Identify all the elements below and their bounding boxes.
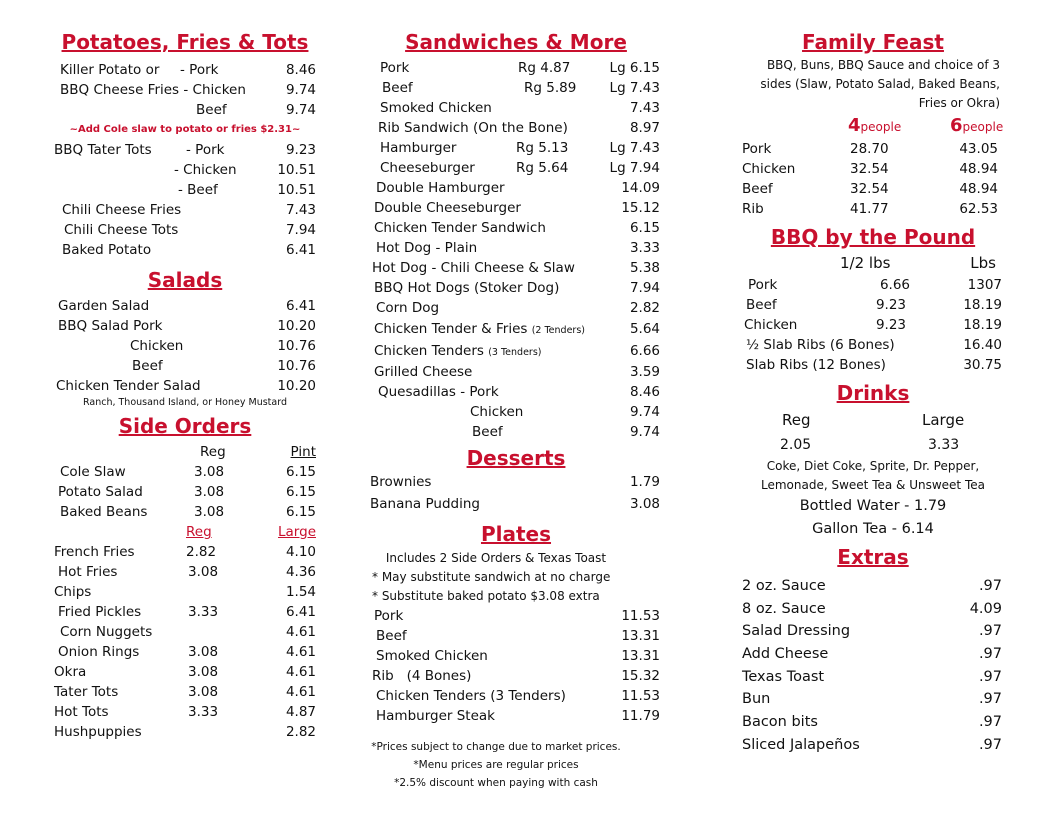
price-6: 48.94 [959, 161, 998, 177]
item-name: Garden Salad [58, 298, 150, 314]
menu-row [740, 355, 1006, 375]
menu-row [368, 706, 664, 726]
plates-title: Plates [480, 522, 552, 546]
reg-header: Reg [782, 411, 811, 429]
item-name: Potato Salad [58, 484, 143, 500]
menu-row [368, 626, 664, 646]
item-price-large: 4.61 [285, 624, 316, 640]
item-price: .97 [978, 623, 1002, 640]
menu-row [368, 666, 664, 686]
menu-row [54, 160, 316, 180]
family-desc-line: Fries or Okra) [918, 96, 1000, 110]
item-name: Chips [54, 584, 92, 600]
menu-row [54, 60, 316, 80]
menu-row [54, 582, 316, 602]
menu-row [368, 472, 664, 492]
item-price: 3.08 [629, 496, 660, 512]
item-price: 10.51 [277, 182, 316, 198]
menu-row [54, 296, 316, 316]
menu-row [368, 362, 664, 382]
menu-row [368, 118, 664, 138]
menu-row [368, 402, 664, 422]
menu-row [54, 542, 316, 562]
item-price: 14.09 [621, 180, 660, 196]
item-price-reg: 3.33 [188, 604, 219, 620]
menu-row [740, 666, 1006, 689]
desserts-title: Desserts [466, 446, 566, 470]
menu-row [740, 179, 1006, 199]
menu-row [740, 575, 1006, 598]
drinks-prices [740, 433, 1006, 457]
item-price: 9.74 [629, 404, 660, 420]
item-price: 5.64 [629, 321, 660, 337]
menu-row [368, 340, 664, 362]
item-note: (2 Tenders) [531, 325, 585, 336]
item-name: Texas Toast [742, 668, 825, 685]
menu-row [54, 462, 316, 482]
item-name: BBQ Hot Dogs (Stoker Dog) [374, 280, 560, 296]
item-variant: - Pork [180, 62, 219, 78]
menu-row [54, 316, 316, 336]
price-half: 9.23 [875, 297, 906, 313]
plates-sub-note-2: * Substitute baked potato $3.08 extra [372, 589, 600, 603]
item-name: Chicken Tenders [374, 343, 484, 359]
item-name: Double Cheeseburger [374, 200, 521, 216]
item-name: Chicken Tenders (3 Tenders) [376, 688, 566, 704]
menu-row [368, 178, 664, 198]
price-6: 48.94 [959, 181, 998, 197]
item-price: 3.59 [629, 364, 660, 380]
item-name: Sliced Jalapeños [742, 736, 860, 753]
item-name: French Fries [54, 544, 135, 560]
item-variant: - Beef [178, 182, 218, 198]
price-reg: 2.05 [780, 437, 812, 453]
item-name: Chicken Tender & Fries [374, 321, 528, 337]
footnote-regular: *Menu prices are regular prices [413, 759, 579, 771]
item-price-reg: 3.08 [194, 484, 225, 500]
menu-row [54, 662, 316, 682]
menu-row [368, 138, 664, 158]
item-name: BBQ Cheese Fries - Chicken [60, 82, 246, 98]
item-price: 8.97 [629, 120, 660, 136]
item-name: Cole Slaw [60, 464, 126, 480]
menu-row [54, 240, 316, 260]
menu-row [740, 598, 1006, 621]
item-variant: Chicken [470, 404, 524, 420]
item-name: Baked Potato [62, 242, 152, 258]
large-header: Large [922, 411, 965, 429]
menu-row [54, 722, 316, 742]
large-header: Large [278, 524, 316, 540]
menu-row [740, 711, 1006, 734]
item-price: 10.76 [277, 338, 316, 354]
item-name: Double Hamburger [376, 180, 505, 196]
sides-header [54, 522, 316, 542]
menu-row [368, 382, 664, 402]
item-variant: Beef [132, 358, 163, 374]
people-count: 4 [848, 115, 861, 136]
price-6: 43.05 [959, 141, 998, 157]
price-half: 6.66 [879, 277, 910, 293]
menu-row [368, 278, 664, 298]
item-name: Hamburger [380, 140, 457, 156]
item-price: 6.66 [629, 343, 660, 359]
price-full: 18.19 [963, 317, 1002, 333]
item-price-large: 4.36 [285, 564, 316, 580]
menu-row [54, 356, 316, 376]
drinks-title: Drinks [836, 381, 910, 405]
item-name: Grilled Cheese [374, 364, 473, 380]
item-price-large: 6.15 [285, 504, 316, 520]
menu-row [740, 199, 1006, 219]
menu-row [54, 80, 316, 100]
item-name: Chicken Tender Salad [56, 378, 201, 394]
item-price-reg: 3.08 [188, 684, 219, 700]
item-price: 6.41 [285, 298, 316, 314]
item-price: .97 [978, 714, 1002, 731]
drinks-list-line: Lemonade, Sweet Tea & Unsweet Tea [761, 478, 985, 492]
menu-row [54, 220, 316, 240]
item-price: 3.33 [629, 240, 660, 256]
menu-row [368, 298, 664, 318]
drinks-list-line: Coke, Diet Coke, Sprite, Dr. Pepper, [766, 459, 980, 473]
item-price: 6.41 [285, 242, 316, 258]
item-price: 11.53 [621, 688, 660, 704]
item-name: Hushpuppies [54, 724, 142, 740]
price-full: 1307 [967, 277, 1002, 293]
item-price: 1.79 [629, 474, 660, 490]
item-price: .97 [978, 578, 1002, 594]
menu-row [54, 502, 316, 522]
menu-row [54, 602, 316, 622]
column-left [54, 28, 316, 742]
item-price-reg: Rg 5.13 [516, 140, 569, 156]
item-price: 7.43 [629, 100, 660, 116]
item-price-large: 2.82 [285, 724, 316, 740]
item-price: 11.79 [621, 708, 660, 724]
item-name: Pork [742, 141, 772, 157]
item-name: Baked Beans [60, 504, 148, 520]
family-desc [740, 56, 1006, 113]
item-name: Beef [742, 181, 773, 197]
menu-row [368, 422, 664, 442]
item-name: Pork [374, 608, 404, 624]
item-price-large: 6.15 [285, 464, 316, 480]
item-price-large: 4.61 [285, 644, 316, 660]
six-people-header [950, 113, 1003, 140]
menu-row [368, 646, 664, 666]
sides-title: Side Orders [118, 414, 252, 438]
menu-row [740, 620, 1006, 643]
menu-row [368, 98, 664, 118]
item-price-reg: Rg 5.89 [524, 80, 577, 96]
menu-row [368, 158, 664, 178]
item-name: Pork [748, 277, 778, 293]
people-label: people [860, 120, 902, 134]
item-variant: Beef [472, 424, 503, 440]
item-price-reg: 3.08 [194, 464, 225, 480]
item-name: Bun [742, 691, 771, 708]
item-price-large: Lg 7.43 [609, 80, 660, 96]
menu-row [368, 606, 664, 626]
menu-row [368, 494, 664, 514]
item-name: Hamburger Steak [376, 708, 495, 724]
item-name: Pork [380, 60, 410, 76]
item-price: 9.74 [285, 82, 316, 98]
plates-includes: Includes 2 Side Orders & Texas Toast [385, 551, 607, 565]
item-name: Hot Dog - Chili Cheese & Slaw [372, 260, 575, 276]
pound-header [740, 251, 1006, 275]
menu-row [740, 315, 1006, 335]
item-price: 8.46 [285, 62, 316, 78]
menu-row [368, 78, 664, 98]
menu-row [368, 238, 664, 258]
plates-sub-note-1: * May substitute sandwich at no charge [372, 570, 611, 584]
menu-row [54, 200, 316, 220]
item-price: 7.94 [629, 280, 660, 296]
item-name: Chicken [744, 317, 798, 333]
item-price-reg: 3.33 [188, 704, 219, 720]
menu-row [740, 335, 1006, 355]
menu-row [368, 218, 664, 238]
item-price-reg: 3.08 [188, 664, 219, 680]
drinks-list [740, 457, 1006, 495]
pint-header: Pint [290, 444, 316, 460]
item-note: (3 Tenders) [488, 347, 542, 358]
price-4: 32.54 [850, 161, 889, 177]
item-price: 7.94 [285, 222, 316, 238]
item-name: Add Cheese [742, 646, 829, 663]
menu-row [740, 159, 1006, 179]
item-name: Bacon bits [742, 714, 818, 731]
item-variant: Chicken [130, 338, 184, 354]
item-price: .97 [978, 736, 1002, 753]
item-price-large: 4.87 [285, 704, 316, 720]
menu-row [54, 622, 316, 642]
item-price-reg: 2.82 [186, 544, 217, 560]
four-people-header [848, 113, 901, 140]
menu-row [54, 682, 316, 702]
item-name: Beef [746, 297, 777, 313]
item-price: 10.20 [277, 318, 316, 334]
item-name: 8 oz. Sauce [742, 600, 826, 617]
menu-row [54, 180, 316, 200]
lb-header: Lbs [970, 254, 996, 272]
dressing-note: Ranch, Thousand Island, or Honey Mustard [82, 397, 287, 408]
price-large: 3.33 [928, 437, 960, 453]
item-price-reg: Rg 5.64 [516, 160, 569, 176]
item-price: 10.76 [277, 358, 316, 374]
item-name: Brownies [370, 474, 432, 490]
family-desc-line: BBQ, Buns, BBQ Sauce and choice of 3 [766, 58, 1000, 72]
menu-row [740, 295, 1006, 315]
item-price-large: 6.41 [285, 604, 316, 620]
item-price: 7.43 [285, 202, 316, 218]
item-name: Rib [742, 201, 764, 217]
footnote-discount: *2.5% discount when paying with cash [394, 777, 598, 789]
people-count: 6 [950, 115, 963, 136]
item-price-reg: 3.08 [194, 504, 225, 520]
column-middle [368, 28, 664, 792]
item-name: ½ Slab Ribs (6 Bones) [746, 337, 895, 353]
price-full: 30.75 [963, 357, 1002, 373]
menu-row [368, 686, 664, 706]
family-header [740, 113, 1006, 139]
price-full: 16.40 [963, 337, 1002, 353]
menu-row [54, 482, 316, 502]
item-name: Chicken [742, 161, 796, 177]
reg-header: Reg [186, 524, 212, 540]
reg-header: Reg [200, 444, 226, 460]
menu-row [54, 336, 316, 356]
item-name: Killer Potato or [60, 62, 160, 78]
item-name: Hot Fries [58, 564, 118, 580]
drinks-header [740, 407, 1006, 433]
price-half: 9.23 [875, 317, 906, 333]
item-variant: - Chicken [174, 162, 237, 178]
item-name: Rib Sandwich (On the Bone) [378, 120, 568, 136]
item-price: 15.12 [621, 200, 660, 216]
menu-row [54, 140, 316, 160]
item-name: Quesadillas - Pork [378, 384, 499, 400]
potatoes-title: Potatoes, Fries & Tots [61, 30, 309, 54]
item-price: 9.74 [285, 102, 316, 118]
item-name: Hot Tots [54, 704, 109, 720]
menu-row [740, 734, 1006, 757]
item-name: Fried Pickles [58, 604, 142, 620]
column-right [740, 28, 1006, 757]
item-price: 5.38 [629, 260, 660, 276]
item-price: 8.46 [629, 384, 660, 400]
menu-row [740, 275, 1006, 295]
menu-row [740, 688, 1006, 711]
price-4: 28.70 [850, 141, 889, 157]
item-name: Onion Rings [58, 644, 140, 660]
item-price: .97 [978, 691, 1002, 708]
item-price: .97 [978, 646, 1002, 663]
item-price-large: 4.10 [285, 544, 316, 560]
half-lb-header: 1/2 lbs [840, 254, 891, 272]
item-name: Beef [382, 80, 413, 96]
family-desc-line: sides (Slaw, Potato Salad, Baked Beans, [760, 77, 1000, 91]
extras-title: Extras [837, 545, 909, 569]
item-name: Okra [54, 664, 87, 680]
item-price: 9.23 [285, 142, 316, 158]
item-price: .97 [978, 668, 1002, 685]
item-price-large: Lg 6.15 [609, 60, 660, 76]
menu-row [740, 139, 1006, 159]
family-title: Family Feast [802, 30, 944, 54]
item-name: Smoked Chicken [376, 648, 488, 664]
item-price: 15.32 [621, 668, 660, 684]
item-price-large: 4.61 [285, 664, 316, 680]
item-price: 9.74 [629, 424, 660, 440]
item-price: 10.51 [277, 162, 316, 178]
menu-row [54, 376, 316, 396]
item-name: Corn Dog [376, 300, 440, 316]
footnote-prices: *Prices subject to change due to market prices. [371, 741, 621, 753]
price-full: 18.19 [963, 297, 1002, 313]
item-price-large: 4.61 [285, 684, 316, 700]
item-price-large: 6.15 [285, 484, 316, 500]
item-name: Banana Pudding [370, 496, 480, 512]
menu-row [54, 562, 316, 582]
menu-row [740, 643, 1006, 666]
menu-row [54, 642, 316, 662]
item-name: Chili Cheese Tots [64, 222, 179, 238]
price-4: 41.77 [850, 201, 889, 217]
menu-row [368, 258, 664, 278]
sides-header [54, 442, 316, 462]
item-price-reg: 3.08 [188, 644, 219, 660]
item-variant: - Pork [186, 142, 225, 158]
price-4: 32.54 [850, 181, 889, 197]
item-price: 2.82 [629, 300, 660, 316]
menu-row [54, 702, 316, 722]
item-name: Hot Dog - Plain [376, 240, 478, 256]
item-name: Chicken Tender Sandwich [374, 220, 546, 236]
item-price-large: Lg 7.94 [609, 160, 660, 176]
item-price-reg: 3.08 [188, 564, 219, 580]
menu-row [368, 58, 664, 78]
item-name: BBQ Salad Pork [58, 318, 163, 334]
item-name: Salad Dressing [742, 623, 851, 640]
item-price: 13.31 [621, 628, 660, 644]
bottled-water: Bottled Water - 1.79 [799, 498, 947, 514]
pound-title: BBQ by the Pound [770, 225, 976, 249]
item-name: 2 oz. Sauce [742, 578, 826, 594]
item-name: Cheeseburger [380, 160, 475, 176]
item-price: 13.31 [621, 648, 660, 664]
people-label: people [962, 120, 1004, 134]
item-name: BBQ Tater Tots [54, 142, 152, 158]
coleslaw-note: ~Add Cole slaw to potato or fries $2.31~ [69, 124, 301, 135]
item-variant: Beef [196, 102, 227, 118]
menu-row [368, 318, 664, 340]
item-name: Chili Cheese Fries [62, 202, 182, 218]
item-name: Smoked Chicken [380, 100, 492, 116]
item-price-large: 1.54 [285, 584, 316, 600]
item-price: 11.53 [621, 608, 660, 624]
gallon-tea: Gallon Tea - 6.14 [812, 521, 934, 537]
item-name: Tater Tots [54, 684, 119, 700]
sandwiches-title: Sandwiches & More [405, 30, 627, 54]
item-name: Rib (4 Bones) [372, 668, 472, 684]
price-6: 62.53 [959, 201, 998, 217]
item-name: Corn Nuggets [60, 624, 153, 640]
item-price-reg: Rg 4.87 [518, 60, 571, 76]
item-price: 4.09 [969, 600, 1002, 617]
item-price: 10.20 [277, 378, 316, 394]
item-name: Slab Ribs (12 Bones) [746, 357, 886, 373]
item-price: 6.15 [629, 220, 660, 236]
item-name: Beef [376, 628, 407, 644]
menu-row [368, 198, 664, 218]
salads-title: Salads [147, 268, 223, 292]
menu-row [54, 100, 316, 120]
item-price-large: Lg 7.43 [609, 140, 660, 156]
